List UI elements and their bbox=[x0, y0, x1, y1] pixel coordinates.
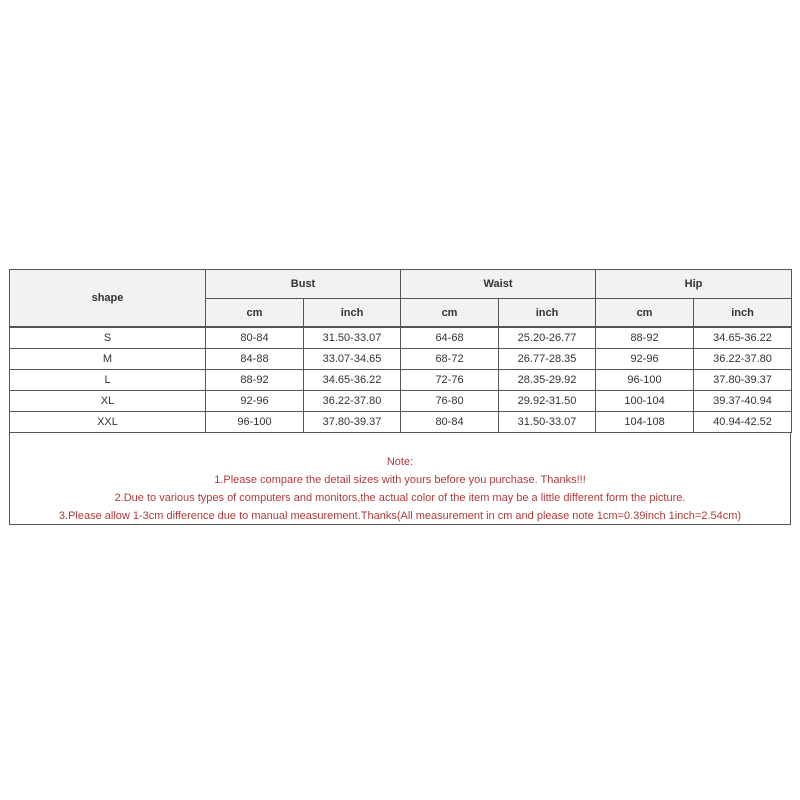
value-cell: 68-72 bbox=[401, 349, 499, 370]
group-header-hip: Hip bbox=[596, 270, 792, 299]
note-title: Note: bbox=[386, 456, 414, 468]
value-cell: 40.94-42.52 bbox=[694, 412, 792, 433]
value-cell: 37.80-39.37 bbox=[304, 412, 401, 433]
value-cell: 31.50-33.07 bbox=[499, 412, 596, 433]
table-row bbox=[10, 328, 792, 349]
value-cell: 104-108 bbox=[596, 412, 694, 433]
value-cell: 64-68 bbox=[401, 328, 499, 349]
value-cell: 88-92 bbox=[206, 370, 304, 391]
value-cell: 76-80 bbox=[401, 391, 499, 412]
note-line-3: 3.Please allow 1-3cm difference due to manual measurement.Thanks(All measurement in cm and please note 1cm=0.39inch 1inch=2.54cm) bbox=[58, 510, 742, 522]
value-cell: 34.65-36.22 bbox=[304, 370, 401, 391]
group-header-bust: Bust bbox=[206, 270, 401, 299]
size-cell: M bbox=[10, 349, 206, 370]
value-cell: 84-88 bbox=[206, 349, 304, 370]
value-cell: 36.22-37.80 bbox=[304, 391, 401, 412]
note-line-1: 1.Please compare the detail sizes with yours before you purchase. Thanks!!! bbox=[214, 474, 586, 486]
value-cell: 96-100 bbox=[206, 412, 304, 433]
value-cell: 29.92-31.50 bbox=[499, 391, 596, 412]
value-cell: 80-84 bbox=[401, 412, 499, 433]
value-cell: 88-92 bbox=[596, 328, 694, 349]
header-row-groups bbox=[10, 270, 792, 299]
group-header-waist: Waist bbox=[401, 270, 596, 299]
table-row bbox=[10, 391, 792, 412]
size-cell: L bbox=[10, 370, 206, 391]
value-cell: 96-100 bbox=[596, 370, 694, 391]
value-cell: 72-76 bbox=[401, 370, 499, 391]
value-cell: 92-96 bbox=[206, 391, 304, 412]
table-row bbox=[10, 412, 792, 433]
value-cell: 25.20-26.77 bbox=[499, 328, 596, 349]
value-cell: 36.22-37.80 bbox=[694, 349, 792, 370]
value-cell: 39.37-40.94 bbox=[694, 391, 792, 412]
value-cell: 28.35-29.92 bbox=[499, 370, 596, 391]
size-chart bbox=[9, 269, 791, 525]
value-cell: 34.65-36.22 bbox=[694, 328, 792, 349]
value-cell: 92-96 bbox=[596, 349, 694, 370]
unit-header: cm bbox=[206, 299, 304, 327]
note-box bbox=[9, 433, 791, 525]
unit-header: cm bbox=[596, 299, 694, 327]
size-cell: S bbox=[10, 328, 206, 349]
value-cell: 31.50-33.07 bbox=[304, 328, 401, 349]
size-cell: XL bbox=[10, 391, 206, 412]
shape-header: shape bbox=[10, 270, 206, 327]
size-table bbox=[9, 269, 792, 433]
unit-header: inch bbox=[499, 299, 596, 327]
unit-header: inch bbox=[694, 299, 792, 327]
table-row bbox=[10, 349, 792, 370]
value-cell: 80-84 bbox=[206, 328, 304, 349]
unit-header: inch bbox=[304, 299, 401, 327]
note-line-2: 2.Due to various types of computers and monitors,the actual color of the item may be a little different form the picture. bbox=[114, 492, 686, 504]
unit-header: cm bbox=[401, 299, 499, 327]
value-cell: 26.77-28.35 bbox=[499, 349, 596, 370]
table-row bbox=[10, 370, 792, 391]
size-cell: XXL bbox=[10, 412, 206, 433]
value-cell: 33.07-34.65 bbox=[304, 349, 401, 370]
value-cell: 37.80-39.37 bbox=[694, 370, 792, 391]
value-cell: 100-104 bbox=[596, 391, 694, 412]
